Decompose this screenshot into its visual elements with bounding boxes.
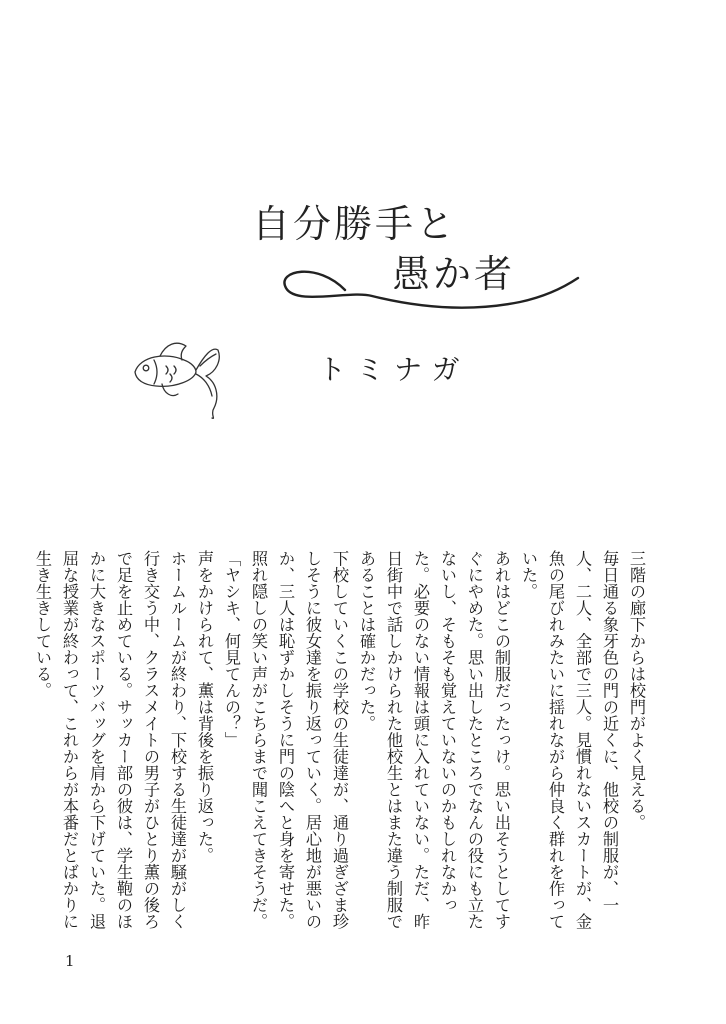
paragraph: あれはどこの制服だったっけ。思い出そうとしてすぐにやめた。思い出したところでなんの役にも立たないし、そもそも覚えていないのかもしれなかった。必要のない情報は頭に入れていない。ただ、昨日街中で話しかけられた他校生とはまた違う制服であることは確かだった。 [357,550,511,930]
title-line-1: 自分勝手と [252,202,458,246]
author-name: トミナガ [318,353,470,386]
paragraph: ホームルームが終わり、下校する生徒達が騒がしく行き交う中、クラスメイトの男子がひとり薫の後ろで足を止めている。サッカー部の彼は、学生鞄のほかに大きなスポーツバッグを肩から下げていた。退屈な授業が終わって、これからが本番だとばかりに生き生きしている。 [33,550,187,930]
body-text [33,550,650,945]
paragraph: 毎日通る象牙色の門の近くに、他校の制服が、一人、二人、全部で三人。見慣れないスカートが、金魚の尾びれみたいに揺れながら仲良く群れを作っていた。 [519,550,619,930]
paragraph: 三階の廊下からは校門がよく見える。 [627,550,646,831]
paragraph: 「ヤシキ、何見てんの？」 [222,550,241,748]
paragraph: 声をかけられて、薫は背後を振り返った。 [195,550,214,864]
paragraph: 下校していくこの学校の生徒達が、通り過ぎざま珍しそうに彼女達を振り返っていく。居心地が悪いのか、三人は恥ずかしそうに門の陰へと身を寄せた。照れ隠しの笑い声がこちらまで聞こえてきそうだ。 [249,550,349,930]
page-number: 1 [65,952,75,970]
title-line-2: 愚か者 [392,252,516,296]
